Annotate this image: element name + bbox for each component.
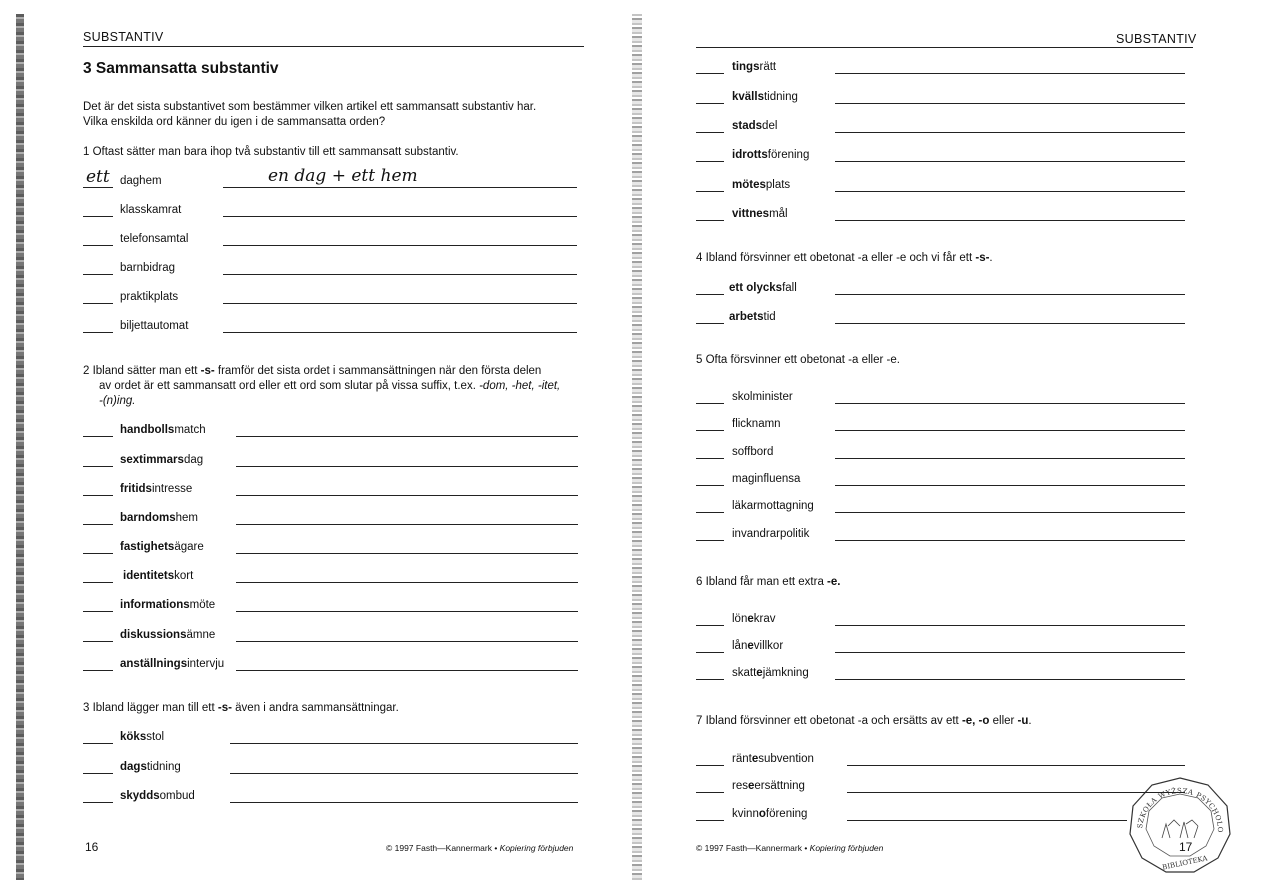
compound-word: [732, 208, 788, 220]
compound-word: [120, 790, 195, 802]
compound-word: [729, 282, 797, 294]
compound-word: [120, 731, 164, 743]
joint-letter: mötes: [732, 179, 766, 191]
compound-word: [120, 629, 215, 641]
section-6-instruction: 6 Ibland får man ett extra -e.: [696, 576, 841, 588]
article-blank[interactable]: [696, 485, 724, 486]
section-4-instruction: 4 Ibland försvinner ett obetonat -a eller -e och vi får ett -s-.: [696, 252, 993, 264]
article-blank[interactable]: [83, 332, 113, 333]
stamp-seal-icon: [1128, 776, 1232, 874]
answer-line[interactable]: [835, 485, 1185, 486]
word-part: ämne: [186, 629, 216, 641]
answer-line[interactable]: [223, 187, 577, 188]
compound-word: [120, 658, 224, 670]
answer-line[interactable]: [236, 495, 578, 496]
joint-letter: tings: [732, 61, 760, 73]
word-part: kvinn: [732, 808, 759, 820]
word-part: jämkning: [762, 667, 809, 679]
article-blank[interactable]: [83, 495, 113, 496]
compound-word: [729, 311, 776, 323]
right-header-rule: [696, 47, 1193, 48]
article-blank[interactable]: [83, 670, 113, 671]
article-blank[interactable]: [696, 403, 724, 404]
article-blank[interactable]: [696, 132, 724, 133]
answer-line[interactable]: [835, 191, 1185, 192]
article-blank[interactable]: [696, 294, 724, 295]
svg-text:SZKOŁA WYŻSZA PSYCHOLOGII SPOŁ: SZKOŁA WYŻSZA PSYCHOLO: [1136, 786, 1225, 834]
word-part: intervju: [187, 658, 225, 670]
article-blank[interactable]: [83, 436, 113, 437]
answer-line[interactable]: [835, 403, 1185, 404]
answer-line[interactable]: [835, 220, 1185, 221]
word-part: villkor: [753, 640, 784, 652]
joint-letter: sextimmars: [120, 454, 184, 466]
word-part: läkarmottagning: [732, 500, 814, 512]
answer-line[interactable]: [835, 625, 1185, 626]
word-part: tidning: [763, 91, 798, 103]
article-blank[interactable]: [696, 191, 724, 192]
answer-line[interactable]: [835, 323, 1185, 324]
intro-line-2: Vilka enskilda ord känner du igen i de sammansatta orden?: [83, 116, 386, 128]
joint-letter: arbets: [729, 311, 764, 323]
left-binding-edge: [16, 14, 24, 880]
article-blank[interactable]: [696, 103, 724, 104]
article-blank[interactable]: [83, 611, 113, 612]
compound-word: [120, 320, 188, 332]
article-blank[interactable]: [83, 743, 113, 744]
compound-word: [120, 541, 204, 553]
word-part: ränt: [732, 753, 752, 765]
joint-letter: identitets: [123, 570, 175, 582]
article-blank[interactable]: [696, 458, 724, 459]
compound-word: [732, 753, 814, 765]
article-blank[interactable]: [83, 303, 113, 304]
word-part: mål: [769, 208, 788, 220]
answer-line[interactable]: [835, 430, 1185, 431]
article-blank[interactable]: [83, 773, 113, 774]
compound-word: [732, 446, 773, 458]
word-part: del: [762, 120, 778, 132]
answer-line[interactable]: [835, 512, 1185, 513]
word-part: daghem: [120, 175, 162, 187]
article-blank[interactable]: [696, 161, 724, 162]
left-page-number: 16: [85, 840, 99, 854]
answer-line[interactable]: [223, 274, 577, 275]
article-blank[interactable]: [83, 582, 113, 583]
answer-line[interactable]: [835, 132, 1185, 133]
compound-word: [732, 500, 814, 512]
word-part: biljettautomat: [120, 320, 189, 332]
svg-text:BIBLIOTEKA: BIBLIOTEKA: [1161, 854, 1209, 872]
answer-line[interactable]: [847, 765, 1185, 766]
word-part: res: [732, 780, 748, 792]
article-blank[interactable]: [696, 652, 724, 653]
article-blank[interactable]: [83, 641, 113, 642]
compound-word: [732, 667, 809, 679]
article-blank[interactable]: [83, 245, 113, 246]
compound-word: [120, 175, 162, 187]
word-part: ägare: [174, 541, 204, 553]
joint-letter: dags: [120, 761, 147, 773]
word-part: intresse: [151, 483, 193, 495]
word-part: förening: [767, 149, 810, 161]
answer-line[interactable]: [835, 458, 1185, 459]
left-header: SUBSTANTIV: [83, 30, 164, 44]
compound-word: [732, 780, 805, 792]
joint-letter: e: [751, 753, 759, 765]
left-header-rule: [83, 46, 584, 47]
joint-letter: barndoms: [120, 512, 176, 524]
section-7-instruction: 7 Ibland försvinner ett obetonat -a och ersätts av ett -e, -o eller -u.: [696, 715, 1032, 727]
article-blank[interactable]: [696, 792, 724, 793]
word-part: plats: [765, 179, 791, 191]
compound-word: [732, 613, 776, 625]
answer-line[interactable]: [236, 582, 578, 583]
article-blank[interactable]: [83, 216, 113, 217]
section-3-instruction: 3 Ibland lägger man till ett -s- även i andra sammansättningar.: [83, 702, 399, 714]
compound-word: [732, 149, 809, 161]
article-blank[interactable]: [696, 430, 724, 431]
word-part: möte: [189, 599, 216, 611]
word-part: rätt: [759, 61, 777, 73]
joint-letter: e: [747, 640, 754, 652]
joint-letter: stads: [732, 120, 763, 132]
article-blank[interactable]: [83, 802, 113, 803]
word-part: skatt: [732, 667, 757, 679]
answer-line[interactable]: [835, 540, 1185, 541]
section-1-instruction: 1 Oftast sätter man bara ihop två substantiv till ett sammansatt substantiv.: [83, 146, 459, 158]
word-part: barnbidrag: [120, 262, 175, 274]
answer-line[interactable]: [236, 553, 578, 554]
compound-word: [120, 291, 178, 303]
answer-line[interactable]: [835, 679, 1185, 680]
compound-word: [732, 808, 807, 820]
word-part: ombud: [159, 790, 195, 802]
answer-line[interactable]: [236, 524, 578, 525]
article-blank[interactable]: [696, 323, 724, 324]
word-part: soffbord: [732, 446, 774, 458]
compound-word: [732, 179, 790, 191]
library-stamp: [1128, 776, 1232, 874]
answer-line[interactable]: [230, 743, 578, 744]
joint-letter: köks: [120, 731, 147, 743]
compound-word: [120, 599, 215, 611]
intro-line-1: Det är det sista substantivet som bestämmer vilken artikel ett sammansatt substantiv har.: [83, 101, 537, 113]
section-5-instruction: 5 Ofta försvinner ett obetonat -a eller -e.: [696, 354, 900, 366]
joint-letter: fritids: [120, 483, 152, 495]
article-blank[interactable]: [83, 274, 113, 275]
answer-line[interactable]: [847, 792, 1185, 793]
compound-word: [120, 512, 198, 524]
compound-word: [120, 483, 192, 495]
article-blank[interactable]: [696, 73, 724, 74]
word-part: hem: [175, 512, 198, 524]
word-part: match: [174, 424, 206, 436]
example-article-line: [83, 187, 113, 188]
article-blank[interactable]: [83, 466, 113, 467]
word-part: subvention: [758, 753, 814, 765]
compound-word: [732, 120, 777, 132]
word-part: dag: [183, 454, 204, 466]
word-part: tid: [763, 311, 776, 323]
joint-letter: anställnings: [120, 658, 188, 670]
joint-letter: idrotts: [732, 149, 768, 161]
answer-line[interactable]: [236, 436, 578, 437]
article-blank[interactable]: [696, 540, 724, 541]
compound-word: [120, 233, 188, 245]
compound-word: [120, 761, 181, 773]
compound-word: [120, 454, 203, 466]
section-2-instruction: 2 Ibland sätter man ett -s- framför det sista ordet i sammansättningen när den första delen av ordet är ett sammansatt ord eller ett ord som slutar på vissa suffix, t.ex. -dom, -het, -itet, -(n)ing.: [83, 365, 561, 407]
answer-line[interactable]: [835, 103, 1185, 104]
word-part: telefonsamtal: [120, 233, 189, 245]
joint-letter: skydds: [120, 790, 160, 802]
compound-word: [732, 473, 800, 485]
word-part: flicknamn: [732, 418, 781, 430]
answer-line[interactable]: [236, 670, 578, 671]
compound-word: [732, 61, 776, 73]
answer-line[interactable]: [835, 73, 1185, 74]
answer-line[interactable]: [236, 611, 578, 612]
joint-letter: fastighets: [120, 541, 175, 553]
article-blank[interactable]: [696, 220, 724, 221]
word-part: förening: [765, 808, 808, 820]
answer-line[interactable]: [223, 332, 577, 333]
word-part: invandrarpolitik: [732, 528, 810, 540]
word-part: maginfluensa: [732, 473, 801, 485]
answer-line[interactable]: [835, 294, 1185, 295]
answer-line[interactable]: [223, 216, 577, 217]
joint-letter: e: [756, 667, 763, 679]
example-answer: en dag + ett hem: [268, 166, 418, 186]
compound-word: [120, 424, 206, 436]
joint-letter: o: [758, 808, 766, 820]
article-blank[interactable]: [696, 512, 724, 513]
example-article: ett: [86, 167, 110, 187]
word-part: ersättning: [754, 780, 805, 792]
answer-line[interactable]: [223, 245, 577, 246]
answer-line[interactable]: [236, 466, 578, 467]
article-blank[interactable]: [696, 679, 724, 680]
article-blank[interactable]: [696, 765, 724, 766]
word-part: lön: [732, 613, 748, 625]
page-title: 3 Sammansatta substantiv: [83, 60, 279, 77]
joint-letter: diskussions: [120, 629, 187, 641]
compound-word: [120, 262, 175, 274]
word-part: klasskamrat: [120, 204, 182, 216]
joint-letter: kvälls: [732, 91, 764, 103]
word-part: kort: [174, 570, 194, 582]
joint-letter: informations: [120, 599, 190, 611]
compound-word: [732, 91, 798, 103]
word-part: skolminister: [732, 391, 793, 403]
right-footer: © 1997 Fasth—Kannermark • Kopiering förbjuden: [696, 843, 884, 853]
joint-letter: ett olycks: [729, 282, 783, 294]
compound-word: [123, 570, 193, 582]
answer-line[interactable]: [236, 641, 578, 642]
word-part: fall: [782, 282, 797, 294]
word-part: praktikplats: [120, 291, 179, 303]
joint-letter: vittnes: [732, 208, 770, 220]
word-part: tidning: [146, 761, 181, 773]
compound-word: [732, 528, 809, 540]
right-page-number: 17: [1179, 840, 1193, 854]
left-footer: © 1997 Fasth—Kannermark • Kopiering förbjuden: [386, 843, 574, 853]
answer-line[interactable]: [835, 161, 1185, 162]
compound-word: [732, 640, 783, 652]
word-part: lån: [732, 640, 748, 652]
article-blank[interactable]: [696, 820, 724, 821]
answer-line[interactable]: [230, 802, 578, 803]
joint-letter: handbolls: [120, 424, 175, 436]
answer-line[interactable]: [835, 652, 1185, 653]
article-blank[interactable]: [83, 553, 113, 554]
center-gutter: [632, 14, 642, 880]
answer-line[interactable]: [230, 773, 578, 774]
answer-line[interactable]: [223, 303, 577, 304]
compound-word: [732, 418, 781, 430]
compound-word: [732, 391, 793, 403]
answer-line[interactable]: [847, 820, 1127, 821]
word-part: stol: [146, 731, 165, 743]
compound-word: [120, 204, 181, 216]
article-blank[interactable]: [696, 625, 724, 626]
right-header: SUBSTANTIV: [1116, 32, 1197, 46]
joint-letter: e: [747, 613, 754, 625]
word-part: krav: [753, 613, 776, 625]
article-blank[interactable]: [83, 524, 113, 525]
joint-letter: e: [747, 780, 755, 792]
